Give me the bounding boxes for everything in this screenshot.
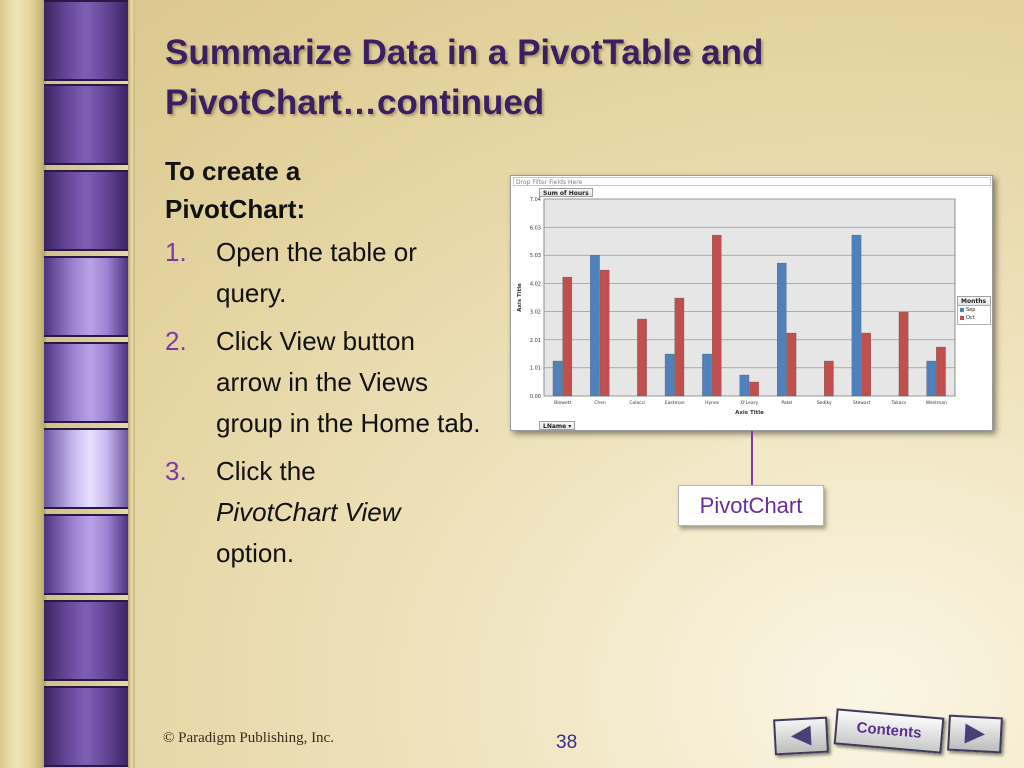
bar-oct: [563, 277, 572, 396]
bar-sep: [927, 361, 936, 396]
bar-oct: [936, 347, 945, 396]
bar-sep: [665, 354, 674, 396]
legend-item-oct: [958, 314, 990, 322]
step-number: 3.: [165, 456, 187, 486]
y-tick-label: 7.04: [529, 197, 541, 203]
x-tick-label: Takacs: [891, 401, 907, 406]
x-tick-label: Sedlky: [816, 401, 832, 406]
bar-oct: [824, 361, 833, 396]
x-tick-label: Hynes: [705, 401, 720, 406]
x-tick-label: Colacci: [629, 401, 646, 406]
bar-sep: [740, 375, 749, 396]
y-tick-label: 6.03: [529, 225, 541, 232]
y-tick-label: 5.03: [529, 253, 541, 260]
bar-sep: [777, 263, 786, 396]
step-2: [165, 321, 485, 444]
decorative-strip-edge: [128, 0, 135, 768]
x-tick-label: Patel: [781, 401, 793, 406]
bar-sep: [702, 354, 711, 396]
intro-text: To create a PivotChart:: [165, 156, 306, 224]
bar-sep: [852, 235, 861, 396]
contents-button[interactable]: Contents: [834, 708, 945, 753]
x-tick-label: Chen: [594, 401, 606, 406]
bar-oct: [675, 298, 684, 396]
step-number: 2.: [165, 326, 187, 356]
pivot-bar-chart: [511, 176, 994, 432]
x-tick-label: Westman: [925, 401, 947, 406]
months-field-label: Months: [961, 298, 987, 305]
bar-oct: [750, 382, 759, 396]
step-text-pre: Click the: [216, 456, 316, 486]
pivotchart-callout: PivotChart: [678, 485, 824, 526]
bar-oct: [637, 319, 646, 396]
step-text-post: option.: [216, 538, 295, 568]
legend-label-sep: Sep: [966, 307, 976, 313]
step-text-emphasis: PivotChart View: [216, 497, 401, 527]
category-field-button[interactable]: LName ▾: [539, 421, 575, 430]
bar-oct: [787, 333, 796, 396]
slide-body: [165, 152, 485, 581]
next-slide-button[interactable]: [947, 715, 1003, 754]
y-tick-label: 2.01: [529, 337, 541, 344]
x-tick-label: Stewart: [852, 401, 871, 406]
page-number: 38: [556, 732, 578, 753]
category-field-label: LName: [543, 423, 567, 430]
bar-sep: [590, 255, 599, 396]
bar-oct: [862, 333, 871, 396]
y-tick-label: 4.02: [529, 281, 541, 288]
legend-swatch-oct: [960, 316, 964, 320]
decorative-tiles: [44, 0, 128, 768]
chart-legend: [957, 305, 991, 325]
step-1: [165, 232, 485, 314]
y-tick-label: 3.02: [529, 309, 541, 316]
y-tick-label: 1.01: [529, 365, 541, 372]
steps-list: [165, 232, 485, 574]
y-axis-title: Axis Title: [517, 283, 523, 312]
x-tick-label: Blewett: [554, 401, 572, 406]
legend-swatch-sep: [960, 308, 964, 312]
step-text: Open the table or query.: [216, 237, 417, 308]
x-tick-label: O'Leary: [740, 401, 759, 406]
triangle-left-icon: [790, 725, 811, 746]
pivotchart-screenshot: [510, 175, 993, 431]
bar-oct: [600, 270, 609, 396]
bar-oct: [712, 235, 721, 396]
triangle-right-icon: [964, 723, 985, 744]
bar-oct: [899, 312, 908, 396]
step-text: Click View button arrow in the Views group in the Home tab.: [216, 326, 481, 438]
x-axis-title: Axis Title: [735, 410, 764, 416]
copyright: © Paradigm Publishing, Inc.: [163, 730, 334, 746]
step-number: 1.: [165, 237, 187, 267]
slide-title: Summarize Data in a PivotTable and PivotChart…continued: [165, 33, 764, 122]
previous-slide-button[interactable]: [773, 717, 829, 756]
data-field-button[interactable]: Sum of Hours: [539, 188, 593, 197]
x-tick-label: Eastman: [664, 401, 685, 406]
bar-sep: [553, 361, 562, 396]
months-field-button[interactable]: [957, 296, 991, 305]
callout-pointer: [751, 431, 753, 485]
step-3: [165, 451, 485, 574]
legend-label-oct: Oct: [966, 315, 975, 321]
legend-item-sep: [958, 306, 990, 314]
y-tick-label: 0.00: [529, 394, 541, 400]
drop-filter-area[interactable]: Drop Filter Fields Here: [513, 177, 991, 186]
